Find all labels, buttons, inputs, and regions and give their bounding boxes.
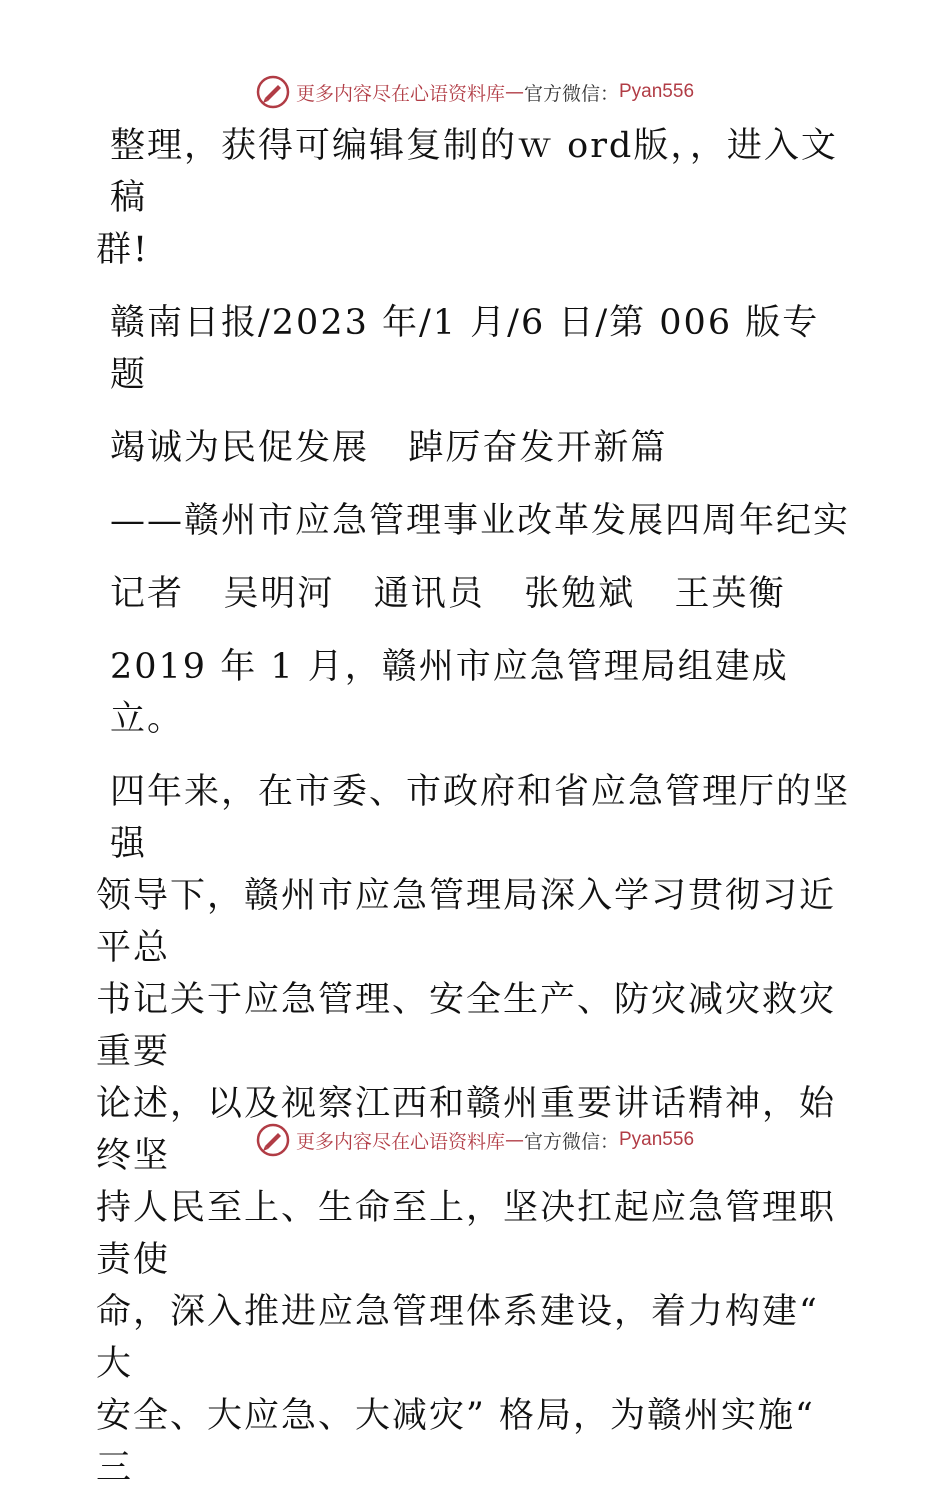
paragraph-2-line: 持人民至上、生命至上，坚决扛起应急管理职责使 (96, 1188, 837, 1280)
watermark-footer (0, 1120, 950, 1160)
subheadline: ——赣州市应急管理事业改革发展四周年纪实 (110, 501, 851, 541)
watermark-header (0, 72, 950, 112)
source-line: 赣南日报/2023 年/1 月/6 日/第 006 版专题 (110, 303, 820, 395)
paragraph-2-line: 领导下，赣州市应急管理局深入学习贯彻习近平总 (96, 876, 837, 968)
intro-line-1: 整理，获得可编辑复制的ｗ ord版，，进入文稿 (110, 126, 838, 218)
watermark-separator: — (504, 1129, 524, 1151)
paragraph-1: 2019 年 1 月，赣州市应急管理局组建成立。 (110, 647, 789, 739)
watermark-wechat-label: 官方微信： (523, 1130, 619, 1153)
paragraph-2-line: 书记关于应急管理、安全生产、防灾减灾救灾重要 (96, 980, 837, 1072)
watermark-separator: — (504, 81, 524, 103)
paragraph-2-line: 命，深入推进应急管理体系建设，着力构建“ 大 (96, 1292, 833, 1384)
watermark-text: 更多内容尽在心语资料库 (295, 1130, 505, 1153)
logo-icon (256, 1123, 290, 1157)
paragraph-2-line: 论述，以及视察江西和赣州重要讲话精神，始终坚 (96, 1084, 837, 1176)
intro-line-2: 群! (96, 230, 150, 270)
document-body (96, 120, 856, 1494)
paragraph-2-line: 安全、大应急、大减灾” 格局，为赣州实施“ 三 (96, 1396, 829, 1488)
logo-icon (256, 75, 290, 109)
watermark-handle: Pyan556 (619, 81, 695, 102)
watermark-wechat-label: 官方微信： (523, 82, 619, 105)
watermark-text: 更多内容尽在心语资料库 (295, 82, 505, 105)
paragraph-2-line: 四年来，在市委、市政府和省应急管理厅的坚强 (110, 772, 851, 864)
headline: 竭诚为民促发展 踔厉奋发开新篇 (110, 428, 668, 468)
byline: 记者 吴明河 通讯员 张勉斌 王英衡 (110, 574, 786, 614)
watermark-handle: Pyan556 (619, 1129, 695, 1150)
